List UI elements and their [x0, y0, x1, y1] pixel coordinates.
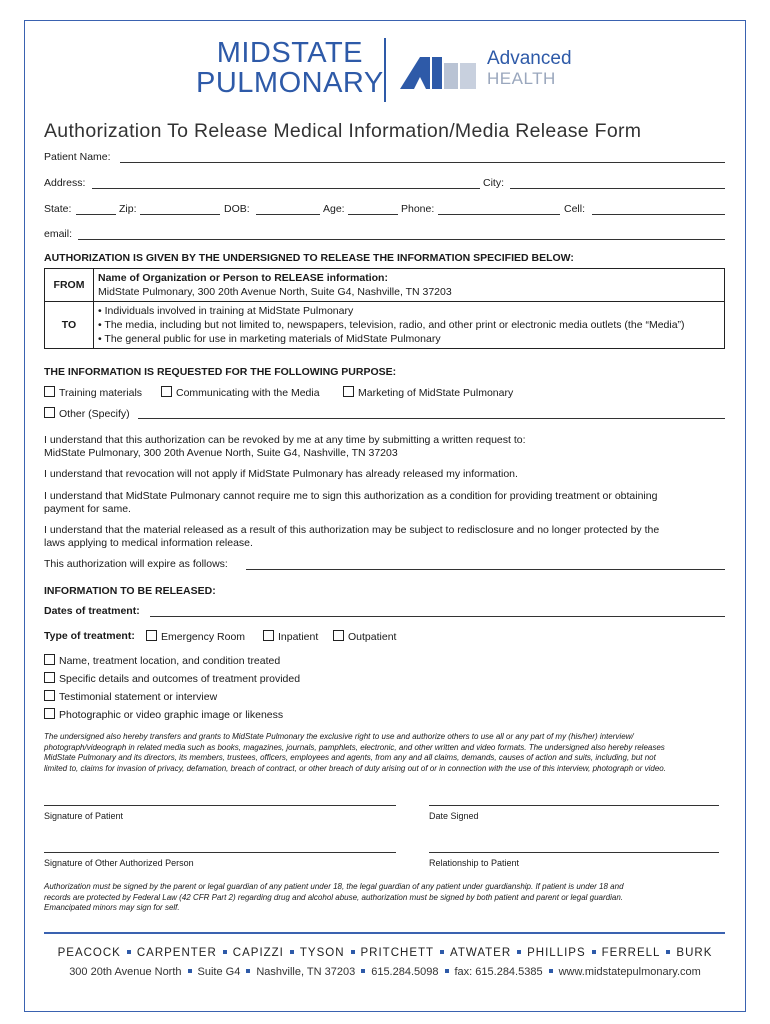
advanced-health-building-icon: [400, 53, 480, 91]
to-cell: [94, 302, 725, 349]
purpose-option-label: Marketing of MidState Pulmonary: [358, 387, 514, 399]
city-label: City:: [483, 177, 504, 189]
release-item-label: Name, treatment location, and condition treated: [59, 655, 281, 667]
purpose-option-media[interactable]: [161, 386, 320, 399]
patient-name-field[interactable]: [120, 162, 725, 163]
bullet-icon: [445, 969, 449, 973]
guardian-note-line: records are protected by Federal Law (42 CFR Part 2) regarding drug and alcohol abuse, authorization must be signed by both patient and parent or legal guardian.: [44, 892, 624, 902]
footer-suite: Suite G4: [197, 966, 241, 978]
midstate-pulmonary-logo: [196, 38, 384, 98]
address-field[interactable]: [92, 188, 480, 189]
authorization-heading: AUTHORIZATION IS GIVEN BY THE UNDERSIGNED TO RELEASE THE INFORMATION SPECIFIED BELOW:: [44, 252, 574, 264]
checkbox[interactable]: [44, 708, 55, 719]
from-title: Name of Organization or Person to RELEASE information:: [98, 272, 388, 284]
relationship-label: Relationship to Patient: [429, 858, 520, 868]
to-label: TO: [45, 302, 94, 349]
state-label: State:: [44, 203, 72, 215]
footer-website[interactable]: www.midstatepulmonary.com: [558, 966, 701, 978]
patient-signature-label: Signature of Patient: [44, 811, 124, 821]
legal-line: MidState Pulmonary and its directors, its members, trustees, officers, employees and agents, from any and all claims, demands, causes of action and suits, including, but not: [44, 753, 656, 762]
legal-line: photograph/videograph in related media such as books, magazines, journals, pamphlets, electronic, and other written and video formats. The undersigned also hereby releases: [44, 742, 665, 752]
release-item-label: Specific details and outcomes of treatment provided: [59, 673, 301, 685]
purpose-option-other[interactable]: [44, 407, 130, 420]
release-item[interactable]: [44, 672, 300, 685]
address-label: Address:: [44, 177, 86, 189]
to-row: [45, 302, 725, 349]
bullet-icon: [592, 950, 596, 954]
zip-label: Zip:: [119, 203, 137, 215]
age-label: Age:: [323, 203, 345, 215]
type-option-outpatient[interactable]: [333, 630, 396, 643]
type-option-inpatient[interactable]: [263, 630, 318, 643]
cell-field[interactable]: [592, 214, 725, 215]
bullet-icon: [223, 950, 227, 954]
checkbox[interactable]: [44, 407, 55, 418]
type-option-label: Outpatient: [348, 631, 397, 643]
bullet-icon: [351, 950, 355, 954]
other-signature-field[interactable]: [44, 852, 396, 853]
type-option-emergency[interactable]: [146, 630, 245, 643]
purpose-option-marketing[interactable]: [343, 386, 513, 399]
physician-name: PEACOCK: [57, 947, 121, 959]
phone-field[interactable]: [438, 214, 560, 215]
email-label: email:: [44, 228, 73, 240]
release-item-label: Testimonial statement or interview: [59, 691, 218, 703]
release-item[interactable]: [44, 654, 280, 667]
logo-divider: [384, 38, 386, 102]
purpose-option-training[interactable]: [44, 386, 142, 399]
info-release-heading: INFORMATION TO BE RELEASED:: [44, 585, 216, 597]
authorization-table: [44, 268, 725, 349]
no-require-line-2: payment for same.: [44, 503, 131, 515]
checkbox[interactable]: [263, 630, 274, 641]
checkbox[interactable]: [44, 690, 55, 701]
footer-fax: fax: 615.284.5385: [454, 966, 543, 978]
dob-field[interactable]: [256, 214, 320, 215]
expires-field[interactable]: [246, 569, 725, 570]
advanced-label: Advanced: [487, 48, 572, 69]
dates-field[interactable]: [150, 616, 725, 617]
bullet-icon: [290, 950, 294, 954]
bullet-icon: [517, 950, 521, 954]
guardian-note: [44, 882, 724, 914]
bullet-icon: [440, 950, 444, 954]
type-option-label: Inpatient: [278, 631, 319, 643]
footer-city: Nashville, TN 37203: [256, 966, 356, 978]
cell-label: Cell:: [564, 203, 586, 215]
checkbox[interactable]: [44, 386, 55, 397]
physician-name: BURK: [676, 947, 713, 959]
physician-name: PRITCHETT: [360, 947, 435, 959]
date-signed-field[interactable]: [429, 805, 719, 806]
dates-label: Dates of treatment:: [44, 605, 140, 617]
type-label: Type of treatment:: [44, 630, 135, 642]
revoke-statement: [44, 434, 724, 460]
checkbox[interactable]: [343, 386, 354, 397]
to-item: • The media, including but not limited to, newspapers, television, radio, and other print or electronic media outlets (the “Media”): [98, 319, 685, 331]
other-specify-field[interactable]: [138, 418, 725, 419]
checkbox[interactable]: [333, 630, 344, 641]
health-label: HEALTH: [487, 69, 556, 88]
legal-release-text: [44, 732, 724, 774]
release-item[interactable]: [44, 690, 217, 703]
age-field[interactable]: [348, 214, 398, 215]
purpose-option-label: Communicating with the Media: [176, 387, 320, 399]
purpose-heading: THE INFORMATION IS REQUESTED FOR THE FOLLOWING PURPOSE:: [44, 366, 397, 378]
physician-name: TYSON: [299, 947, 345, 959]
email-field[interactable]: [78, 239, 725, 240]
city-field[interactable]: [510, 188, 725, 189]
purpose-other-label: Other (Specify): [59, 408, 130, 420]
checkbox[interactable]: [44, 672, 55, 683]
footer-contact: [0, 966, 770, 978]
checkbox[interactable]: [161, 386, 172, 397]
bullet-icon: [246, 969, 250, 973]
other-signature-label: Signature of Other Authorized Person: [44, 858, 194, 868]
release-item-label: Photographic or video graphic image or likeness: [59, 709, 284, 721]
relationship-field[interactable]: [429, 852, 719, 853]
patient-name-label: Patient Name:: [44, 151, 111, 163]
revocation-statement: I understand that revocation will not apply if MidState Pulmonary has already released my information.: [44, 468, 518, 480]
redisclosure-statement: [44, 524, 724, 550]
from-value: MidState Pulmonary, 300 20th Avenue North, Suite G4, Nashville, TN 37203: [98, 286, 452, 298]
revoke-line-1: I understand that this authorization can be revoked by me at any time by submitting a written request to:: [44, 434, 526, 446]
from-cell: [94, 269, 725, 302]
type-option-label: Emergency Room: [161, 631, 246, 643]
state-field[interactable]: [76, 214, 116, 215]
bullet-icon: [188, 969, 192, 973]
purpose-option-label: Training materials: [59, 387, 143, 399]
legal-line: The undersigned also hereby transfers and grants to MidState Pulmonary the exclusive right to use and authorize others to use all or any part of my (his/her) interview/: [44, 732, 634, 741]
from-label: FROM: [45, 269, 94, 302]
physician-name: CARPENTER: [136, 947, 217, 959]
footer-divider: [44, 932, 725, 934]
footer-physician-names: [0, 947, 770, 959]
bullet-icon: [127, 950, 131, 954]
zip-field[interactable]: [140, 214, 220, 215]
physician-name: CAPIZZI: [232, 947, 284, 959]
from-row: [45, 269, 725, 302]
no-require-line-1: I understand that MidState Pulmonary cannot require me to sign this authorization as a condition for providing treatment or obtaining: [44, 490, 658, 502]
page-title: Authorization To Release Medical Information/Media Release Form: [44, 120, 642, 142]
physician-name: PHILLIPS: [527, 947, 586, 959]
date-signed-label: Date Signed: [429, 811, 479, 821]
brand-line-2: PULMONARY: [196, 67, 384, 99]
redisclosure-line-2: laws applying to medical information release.: [44, 537, 253, 549]
legal-line: limited to, claims for invasion of privacy, defamation, breach of contract, or other breach of duty arising out of or in connection with the use of this interview, photograph or video.: [44, 763, 666, 773]
footer-phone: 615.284.5098: [371, 966, 439, 978]
guardian-note-line: Emancipated minors may sign for self.: [44, 903, 180, 912]
footer-address: 300 20th Avenue North: [69, 966, 182, 978]
checkbox[interactable]: [146, 630, 157, 641]
guardian-note-line: Authorization must be signed by the parent or legal guardian of any patient under 18, the legal guardian of any patient under guardianship. If patient is under 18 and: [44, 882, 624, 891]
to-item: • The general public for use in marketing materials of MidState Pulmonary: [98, 333, 441, 345]
bullet-icon: [549, 969, 553, 973]
brand-line-1: MIDSTATE: [216, 37, 363, 69]
dob-label: DOB:: [224, 203, 250, 215]
bullet-icon: [361, 969, 365, 973]
checkbox[interactable]: [44, 654, 55, 665]
no-require-statement: [44, 490, 724, 516]
physician-name: ATWATER: [450, 947, 512, 959]
physician-name: FERRELL: [601, 947, 661, 959]
release-item[interactable]: [44, 708, 283, 721]
expires-label: This authorization will expire as follows:: [44, 558, 228, 570]
redisclosure-line-1: I understand that the material released as a result of this authorization may be subject to redisclosure and no longer protected by the: [44, 524, 660, 536]
bullet-icon: [666, 950, 670, 954]
phone-label: Phone:: [401, 203, 435, 215]
to-item: • Individuals involved in training at MidState Pulmonary: [98, 305, 354, 317]
patient-signature-field[interactable]: [44, 805, 396, 806]
revoke-line-2: MidState Pulmonary, 300 20th Avenue North, Suite G4, Nashville, TN 37203: [44, 447, 398, 459]
